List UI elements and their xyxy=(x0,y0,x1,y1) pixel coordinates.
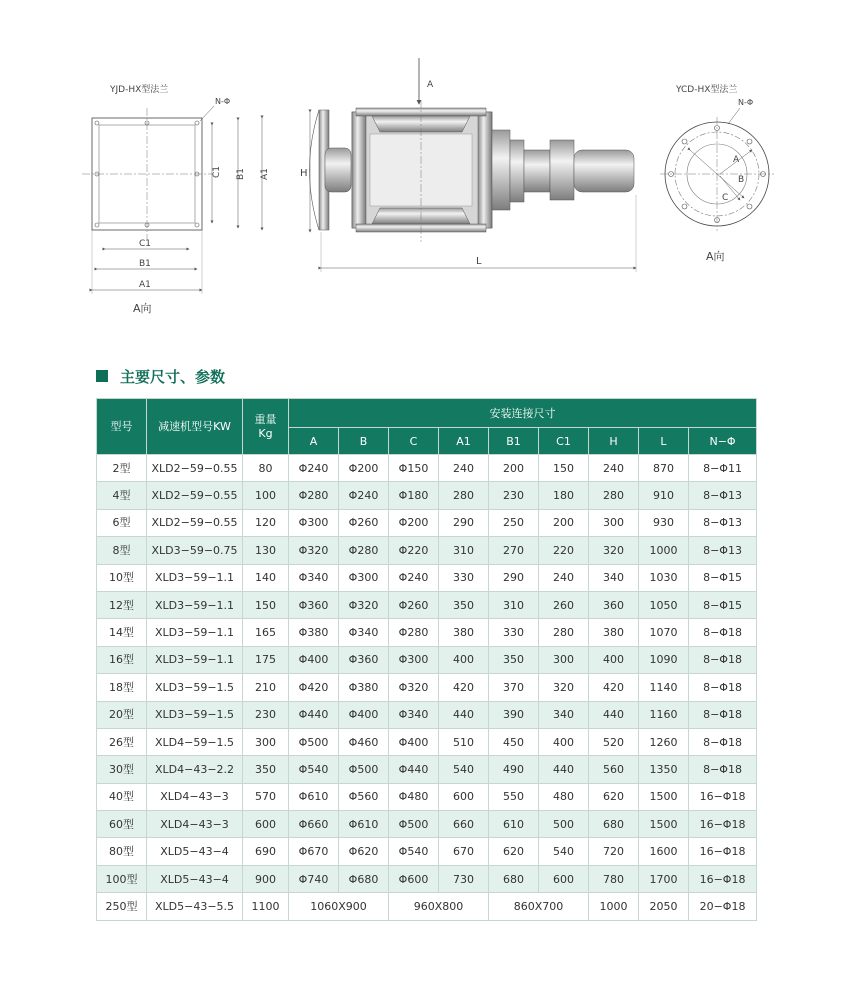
header-model: 型号 xyxy=(97,399,147,455)
table-cell: XLD4−43−3 xyxy=(147,783,243,810)
ycd-flange-title: YCD-HX型法兰 xyxy=(676,85,738,95)
header-col: H xyxy=(589,428,639,455)
table-cell: 2050 xyxy=(639,893,689,920)
yjd-a1-vertical: A1 xyxy=(260,168,270,180)
table-cell: 200 xyxy=(539,509,589,536)
table-row xyxy=(97,674,757,701)
table-cell: 860X700 xyxy=(489,893,589,920)
table-cell: 230 xyxy=(489,482,539,509)
yjd-b1-vertical: B1 xyxy=(236,168,246,180)
table-cell: Φ300 xyxy=(389,646,439,673)
drawings-svg xyxy=(0,0,850,340)
table-cell: XLD4−59−1.5 xyxy=(147,728,243,755)
table-cell: Φ560 xyxy=(339,783,389,810)
table-cell: XLD3−59−1.1 xyxy=(147,564,243,591)
table-row xyxy=(97,619,757,646)
table-cell: Φ480 xyxy=(389,783,439,810)
header-install-dimensions: 安装连接尺寸 xyxy=(289,399,757,428)
table-cell: 610 xyxy=(489,811,539,838)
header-col: A1 xyxy=(439,428,489,455)
table-cell: 250 xyxy=(489,509,539,536)
main-arrow-label: A xyxy=(427,80,434,90)
table-cell: 180 xyxy=(539,482,589,509)
header-col: L xyxy=(639,428,689,455)
table-cell: 500 xyxy=(539,811,589,838)
table-cell: 550 xyxy=(489,783,539,810)
table-cell: 8−Φ18 xyxy=(689,674,757,701)
table-cell: 16−Φ18 xyxy=(689,865,757,892)
table-cell: 18型 xyxy=(97,674,147,701)
table-cell: 1090 xyxy=(639,646,689,673)
table-cell: 400 xyxy=(589,646,639,673)
table-cell: 8−Φ15 xyxy=(689,591,757,618)
table-cell: Φ360 xyxy=(289,591,339,618)
table-cell: Φ500 xyxy=(389,811,439,838)
table-row xyxy=(97,455,757,482)
table-cell: Φ260 xyxy=(339,509,389,536)
table-cell: 240 xyxy=(539,564,589,591)
table-cell: 200 xyxy=(489,455,539,482)
table-cell: Φ200 xyxy=(389,509,439,536)
table-cell: 390 xyxy=(489,701,539,728)
table-cell: XLD4−43−3 xyxy=(147,811,243,838)
table-cell: 4型 xyxy=(97,482,147,509)
table-cell: 1050 xyxy=(639,591,689,618)
table-cell: Φ600 xyxy=(389,865,439,892)
table-cell: 40型 xyxy=(97,783,147,810)
main-l-label: L xyxy=(476,256,482,267)
table-cell: 600 xyxy=(539,865,589,892)
table-cell: 1700 xyxy=(639,865,689,892)
main-h-label: H xyxy=(300,168,308,179)
table-cell: 560 xyxy=(589,756,639,783)
yjd-flange-title: YJD-HX型法兰 xyxy=(110,85,169,95)
table-cell: Φ300 xyxy=(289,509,339,536)
table-cell: 8−Φ18 xyxy=(689,646,757,673)
table-cell: 300 xyxy=(539,646,589,673)
table-cell: XLD3−59−1.5 xyxy=(147,674,243,701)
table-cell: Φ680 xyxy=(339,865,389,892)
header-col: N−Φ xyxy=(689,428,757,455)
table-body xyxy=(97,455,757,921)
table-cell: 310 xyxy=(439,537,489,564)
table-cell: Φ400 xyxy=(339,701,389,728)
table-cell: 150 xyxy=(539,455,589,482)
table-cell: 380 xyxy=(589,619,639,646)
table-cell: 310 xyxy=(489,591,539,618)
table-cell: XLD3−59−0.75 xyxy=(147,537,243,564)
table-row xyxy=(97,591,757,618)
table-cell: 8−Φ18 xyxy=(689,619,757,646)
table-cell: 12型 xyxy=(97,591,147,618)
table-cell: 480 xyxy=(539,783,589,810)
table-cell: Φ400 xyxy=(389,728,439,755)
section-title-text: 主要尺寸、参数 xyxy=(120,367,226,386)
table-cell: XLD5−43−4 xyxy=(147,838,243,865)
table-cell: 660 xyxy=(439,811,489,838)
table-row xyxy=(97,564,757,591)
square-bullet-icon xyxy=(96,370,108,382)
table-cell: 100 xyxy=(243,482,289,509)
table-cell: Φ500 xyxy=(339,756,389,783)
yjd-c1-vertical: C1 xyxy=(212,165,222,178)
yjd-a1-horizontal: A1 xyxy=(139,280,151,290)
table-cell: 340 xyxy=(539,701,589,728)
table-cell: 300 xyxy=(243,728,289,755)
table-cell: 690 xyxy=(243,838,289,865)
table-cell: 1160 xyxy=(639,701,689,728)
table-cell: Φ300 xyxy=(339,564,389,591)
header-col: A xyxy=(289,428,339,455)
table-cell: Φ540 xyxy=(289,756,339,783)
table-cell: Φ540 xyxy=(389,838,439,865)
table-cell: Φ460 xyxy=(339,728,389,755)
table-cell: 370 xyxy=(489,674,539,701)
table-cell: 680 xyxy=(589,811,639,838)
table-cell: 8−Φ18 xyxy=(689,701,757,728)
table-cell: XLD3−59−1.1 xyxy=(147,646,243,673)
table-cell: 8−Φ15 xyxy=(689,564,757,591)
header-weight: 重量 Kg xyxy=(243,399,289,455)
table-cell: 10型 xyxy=(97,564,147,591)
yjd-view-label: A向 xyxy=(133,302,152,315)
table-cell: XLD2−59−0.55 xyxy=(147,509,243,536)
table-cell: 1000 xyxy=(589,893,639,920)
header-col: B1 xyxy=(489,428,539,455)
table-cell: 1600 xyxy=(639,838,689,865)
table-cell: 520 xyxy=(589,728,639,755)
table-cell: Φ180 xyxy=(389,482,439,509)
table-cell: 20型 xyxy=(97,701,147,728)
table-cell: 100型 xyxy=(97,865,147,892)
table-cell: 570 xyxy=(243,783,289,810)
table-cell: 670 xyxy=(439,838,489,865)
table-cell: 280 xyxy=(439,482,489,509)
table-row xyxy=(97,811,757,838)
table-cell: 120 xyxy=(243,509,289,536)
table-cell: Φ320 xyxy=(339,591,389,618)
table-row xyxy=(97,537,757,564)
table-cell: 320 xyxy=(539,674,589,701)
table-cell: 280 xyxy=(539,619,589,646)
table-cell: 400 xyxy=(439,646,489,673)
yjd-c1-horizontal: C1 xyxy=(139,239,152,249)
table-cell: 1500 xyxy=(639,811,689,838)
table-cell: Φ610 xyxy=(289,783,339,810)
table-cell: Φ240 xyxy=(389,564,439,591)
table-cell: Φ660 xyxy=(289,811,339,838)
table-row xyxy=(97,865,757,892)
parameter-table xyxy=(96,398,757,921)
technical-drawings xyxy=(0,0,850,340)
table-cell: Φ280 xyxy=(389,619,439,646)
table-cell: 16型 xyxy=(97,646,147,673)
header-col: C1 xyxy=(539,428,589,455)
table-cell: Φ280 xyxy=(339,537,389,564)
table-cell: 80 xyxy=(243,455,289,482)
table-cell: 300 xyxy=(589,509,639,536)
table-cell: Φ320 xyxy=(389,674,439,701)
table-cell: 350 xyxy=(439,591,489,618)
table-cell: 290 xyxy=(489,564,539,591)
table-cell: Φ440 xyxy=(289,701,339,728)
table-cell: 1140 xyxy=(639,674,689,701)
table-cell: Φ240 xyxy=(339,482,389,509)
table-cell: 780 xyxy=(589,865,639,892)
table-cell: 720 xyxy=(589,838,639,865)
ycd-nphi-label: N-Φ xyxy=(738,98,754,107)
table-cell: XLD3−59−1.1 xyxy=(147,619,243,646)
table-cell: 30型 xyxy=(97,756,147,783)
table-cell: 380 xyxy=(439,619,489,646)
table-cell: 240 xyxy=(589,455,639,482)
table-cell: Φ220 xyxy=(389,537,439,564)
table-cell: 1260 xyxy=(639,728,689,755)
table-cell: 330 xyxy=(439,564,489,591)
table-cell: Φ610 xyxy=(339,811,389,838)
table-cell: 680 xyxy=(489,865,539,892)
section-heading xyxy=(96,365,225,387)
table-cell: 1350 xyxy=(639,756,689,783)
table-cell: 350 xyxy=(489,646,539,673)
table-cell: 440 xyxy=(539,756,589,783)
table-cell: Φ670 xyxy=(289,838,339,865)
table-cell: 420 xyxy=(439,674,489,701)
table-cell: 16−Φ18 xyxy=(689,838,757,865)
table-cell: 80型 xyxy=(97,838,147,865)
table-cell: 400 xyxy=(539,728,589,755)
table-cell: Φ340 xyxy=(389,701,439,728)
table-cell: 360 xyxy=(589,591,639,618)
table-cell: Φ200 xyxy=(339,455,389,482)
ycd-c-label: C xyxy=(722,193,729,203)
table-cell: 175 xyxy=(243,646,289,673)
table-row xyxy=(97,701,757,728)
table-cell: Φ380 xyxy=(289,619,339,646)
table-cell: 350 xyxy=(243,756,289,783)
table-cell: 290 xyxy=(439,509,489,536)
rotary-valve-drawing xyxy=(300,58,636,272)
ycd-view-label: A向 xyxy=(706,250,725,263)
table-cell: Φ440 xyxy=(389,756,439,783)
table-cell: 540 xyxy=(439,756,489,783)
table-cell: 26型 xyxy=(97,728,147,755)
table-cell: 600 xyxy=(439,783,489,810)
table-cell: Φ380 xyxy=(339,674,389,701)
table-cell: 16−Φ18 xyxy=(689,783,757,810)
table-cell: 250型 xyxy=(97,893,147,920)
ycd-flange-drawing xyxy=(660,83,774,263)
table-cell: 130 xyxy=(243,537,289,564)
table-cell: 960X800 xyxy=(389,893,489,920)
table-cell: 260 xyxy=(539,591,589,618)
table-cell: 1070 xyxy=(639,619,689,646)
table-cell: XLD2−59−0.55 xyxy=(147,482,243,509)
table-cell: 450 xyxy=(489,728,539,755)
table-cell: 1030 xyxy=(639,564,689,591)
table-cell: XLD5−43−5.5 xyxy=(147,893,243,920)
table-cell: Φ240 xyxy=(289,455,339,482)
table-cell: XLD4−43−2.2 xyxy=(147,756,243,783)
header-reducer: 减速机型号KW xyxy=(147,399,243,455)
table-cell: 490 xyxy=(489,756,539,783)
table-cell: 14型 xyxy=(97,619,147,646)
ycd-a-label: A xyxy=(733,155,740,165)
table-cell: 6型 xyxy=(97,509,147,536)
table-cell: Φ340 xyxy=(289,564,339,591)
header-col: C xyxy=(389,428,439,455)
table-cell: XLD5−43−4 xyxy=(147,865,243,892)
table-cell: 900 xyxy=(243,865,289,892)
table-cell: 340 xyxy=(589,564,639,591)
table-cell: Φ400 xyxy=(289,646,339,673)
table-cell: Φ620 xyxy=(339,838,389,865)
table-cell: Φ360 xyxy=(339,646,389,673)
table-cell: 8−Φ18 xyxy=(689,728,757,755)
table-cell: 16−Φ18 xyxy=(689,811,757,838)
table-cell: 140 xyxy=(243,564,289,591)
table-cell: 8−Φ18 xyxy=(689,756,757,783)
table-cell: 910 xyxy=(639,482,689,509)
table-cell: Φ260 xyxy=(389,591,439,618)
table-cell: 8−Φ13 xyxy=(689,509,757,536)
table-cell: 420 xyxy=(589,674,639,701)
yjd-nphi-label: N-Φ xyxy=(215,97,231,106)
table-cell: Φ340 xyxy=(339,619,389,646)
table-cell: 440 xyxy=(439,701,489,728)
table-cell: 600 xyxy=(243,811,289,838)
table-cell: 220 xyxy=(539,537,589,564)
table-row xyxy=(97,756,757,783)
table-cell: 2型 xyxy=(97,455,147,482)
table-row xyxy=(97,728,757,755)
table-cell: XLD3−59−1.5 xyxy=(147,701,243,728)
table-cell: 165 xyxy=(243,619,289,646)
table-cell: 540 xyxy=(539,838,589,865)
table-row xyxy=(97,838,757,865)
table-cell: XLD2−59−0.55 xyxy=(147,455,243,482)
table-cell: 930 xyxy=(639,509,689,536)
table-cell: 280 xyxy=(589,482,639,509)
table-row-last xyxy=(97,893,757,920)
table-cell: 510 xyxy=(439,728,489,755)
table-cell: 1060X900 xyxy=(289,893,389,920)
table-cell: 870 xyxy=(639,455,689,482)
table-cell: 8型 xyxy=(97,537,147,564)
table-cell: 730 xyxy=(439,865,489,892)
table-cell: 20−Φ18 xyxy=(689,893,757,920)
table-cell: 8−Φ13 xyxy=(689,537,757,564)
yjd-b1-horizontal: B1 xyxy=(139,259,151,269)
table-cell: 230 xyxy=(243,701,289,728)
table-row xyxy=(97,646,757,673)
table-cell: Φ420 xyxy=(289,674,339,701)
table-cell: 1000 xyxy=(639,537,689,564)
table-cell: 150 xyxy=(243,591,289,618)
table-cell: 8−Φ11 xyxy=(689,455,757,482)
table-cell: Φ320 xyxy=(289,537,339,564)
table-cell: 240 xyxy=(439,455,489,482)
table-cell: 330 xyxy=(489,619,539,646)
header-col: B xyxy=(339,428,389,455)
table-cell: XLD3−59−1.1 xyxy=(147,591,243,618)
table-cell: 8−Φ13 xyxy=(689,482,757,509)
table-row xyxy=(97,783,757,810)
table-cell: 620 xyxy=(489,838,539,865)
table-cell: Φ150 xyxy=(389,455,439,482)
ycd-b-label: B xyxy=(738,175,745,185)
yjd-flange-drawing xyxy=(82,83,270,315)
table-cell: 1100 xyxy=(243,893,289,920)
table-cell: 440 xyxy=(589,701,639,728)
table-row xyxy=(97,482,757,509)
table-cell: 60型 xyxy=(97,811,147,838)
table-row xyxy=(97,509,757,536)
table-cell: Φ500 xyxy=(289,728,339,755)
table-cell: Φ740 xyxy=(289,865,339,892)
table-cell: 270 xyxy=(489,537,539,564)
table-cell: 320 xyxy=(589,537,639,564)
table-cell: 1500 xyxy=(639,783,689,810)
table-cell: Φ280 xyxy=(289,482,339,509)
table-cell: 210 xyxy=(243,674,289,701)
table-cell: 620 xyxy=(589,783,639,810)
